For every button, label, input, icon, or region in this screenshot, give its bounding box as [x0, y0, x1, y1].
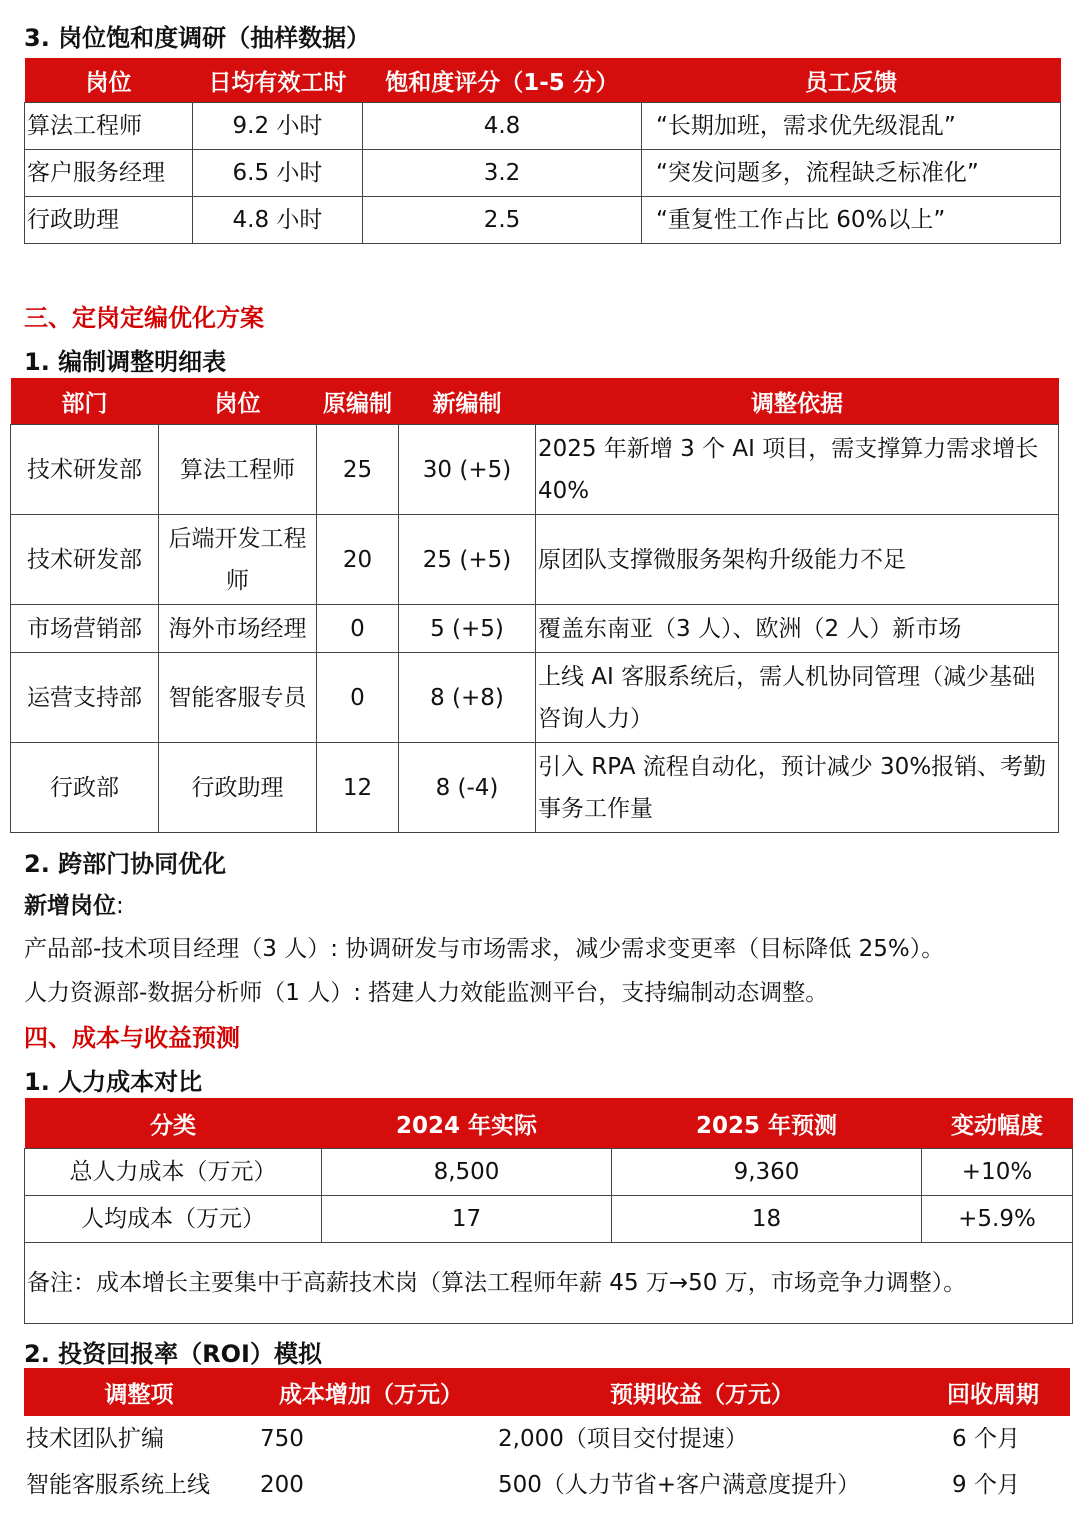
col-header: 2025 年预测	[612, 1098, 922, 1149]
cell-2024: 17	[322, 1196, 612, 1243]
col-header: 分类	[25, 1098, 322, 1149]
col-header: 调整项	[24, 1368, 254, 1416]
cell-2025: 18	[612, 1196, 922, 1243]
cell-new: 25 (+5)	[399, 515, 536, 605]
new-positions-line	[24, 887, 124, 920]
col-header: 预期收益（万元）	[488, 1368, 916, 1416]
table-row	[11, 743, 1059, 833]
chapter-heading-optimization: 三、定岗定编优化方案	[24, 304, 264, 332]
cell-department: 市场营销部	[11, 605, 159, 653]
cell-original: 20	[317, 515, 399, 605]
cell-new: 30 (+5)	[399, 425, 536, 515]
subsection-heading-collaboration: 2. 跨部门协同优化	[24, 850, 227, 878]
cell-item: 智能客服系统上线	[26, 1472, 210, 1498]
cell-basis: 原团队支撑微服务架构升级能力不足	[536, 515, 1059, 605]
cell-benefit: 500（人力节省+客户满意度提升）	[498, 1472, 861, 1498]
col-header: 员工反馈	[642, 58, 1061, 103]
cell-position: 客户服务经理	[25, 150, 193, 197]
saturation-table	[24, 58, 1061, 244]
col-header: 饱和度评分（1-5 分）	[363, 58, 642, 103]
table-row	[11, 605, 1059, 653]
cell-position: 算法工程师	[159, 425, 317, 515]
table-row	[11, 515, 1059, 605]
col-header: 2024 年实际	[322, 1098, 612, 1149]
col-header: 调整依据	[536, 378, 1059, 425]
col-header: 部门	[11, 378, 159, 425]
section-heading-saturation: 3. 岗位饱和度调研（抽样数据）	[24, 24, 371, 52]
new-positions-label: 新增岗位	[24, 893, 116, 919]
cell-position: 行政助理	[25, 197, 193, 244]
cell-new: 8 (-4)	[399, 743, 536, 833]
col-header: 岗位	[25, 58, 193, 103]
cell-score: 2.5	[363, 197, 642, 244]
table-row	[24, 1416, 1070, 1462]
cell-basis: 引入 RPA 流程自动化，预计减少 30%报销、考勤事务工作量	[536, 743, 1059, 833]
cell-department: 技术研发部	[11, 515, 159, 605]
cell-original: 12	[317, 743, 399, 833]
cell-new: 5 (+5)	[399, 605, 536, 653]
cell-payback: 9 个月	[952, 1472, 1020, 1498]
cell-cost: 750	[260, 1426, 304, 1452]
cell-basis: 上线 AI 客服系统后，需人机协同管理（减少基础咨询人力）	[536, 653, 1059, 743]
cell-department: 运营支持部	[11, 653, 159, 743]
cell-2025: 9,360	[612, 1149, 922, 1196]
cell-score: 4.8	[363, 103, 642, 150]
cell-change: +10%	[922, 1149, 1073, 1196]
cost-note: 备注：成本增长主要集中于高薪技术岗（算法工程师年薪 45 万→50 万，市场竞争力调整）。	[25, 1243, 1073, 1324]
cell-position: 智能客服专员	[159, 653, 317, 743]
subsection-heading-roi: 2. 投资回报率（ROI）模拟	[24, 1340, 322, 1368]
cell-new: 8 (+8)	[399, 653, 536, 743]
table-row	[25, 150, 1061, 197]
cell-basis: 覆盖东南亚（3 人）、欧洲（2 人）新市场	[536, 605, 1059, 653]
new-positions-colon: :	[116, 893, 124, 919]
col-header: 成本增加（万元）	[254, 1368, 488, 1416]
cell-original: 25	[317, 425, 399, 515]
cell-category: 总人力成本（万元）	[25, 1149, 322, 1196]
cell-2024: 8,500	[322, 1149, 612, 1196]
new-position-item: 产品部-技术项目经理（3 人）: 协调研发与市场需求，减少需求变更率（目标降低 25%）。	[24, 936, 945, 962]
col-header: 日均有效工时	[193, 58, 363, 103]
table-row	[24, 1462, 1070, 1508]
cell-item: 技术团队扩编	[26, 1426, 164, 1452]
table-row	[25, 1196, 1073, 1243]
col-header: 原编制	[317, 378, 399, 425]
cell-original: 0	[317, 605, 399, 653]
cell-position: 行政助理	[159, 743, 317, 833]
cell-payback: 6 个月	[952, 1426, 1020, 1452]
cost-table	[24, 1098, 1073, 1324]
table-row	[25, 1149, 1073, 1196]
col-header: 新编制	[399, 378, 536, 425]
cell-hours: 4.8 小时	[193, 197, 363, 244]
col-header: 回收周期	[916, 1368, 1070, 1416]
table-row	[11, 653, 1059, 743]
cell-feedback: “突发问题多，流程缺乏标准化”	[642, 150, 1061, 197]
cell-score: 3.2	[363, 150, 642, 197]
cell-feedback: “重复性工作占比 60%以上”	[642, 197, 1061, 244]
table-row	[11, 425, 1059, 515]
table-header-row	[11, 378, 1059, 425]
cell-feedback: “长期加班，需求优先级混乱”	[642, 103, 1061, 150]
cell-change: +5.9%	[922, 1196, 1073, 1243]
cell-original: 0	[317, 653, 399, 743]
col-header: 变动幅度	[922, 1098, 1073, 1149]
table-header-row	[24, 1368, 1070, 1416]
cell-position: 算法工程师	[25, 103, 193, 150]
cell-department: 技术研发部	[11, 425, 159, 515]
table-header-row	[25, 58, 1061, 103]
cell-basis: 2025 年新增 3 个 AI 项目，需支撑算力需求增长 40%	[536, 425, 1059, 515]
roi-table	[24, 1368, 1070, 1508]
subsection-heading-staffing: 1. 编制调整明细表	[24, 348, 227, 376]
cell-position: 海外市场经理	[159, 605, 317, 653]
cell-hours: 6.5 小时	[193, 150, 363, 197]
table-row-note	[25, 1243, 1073, 1324]
cell-hours: 9.2 小时	[193, 103, 363, 150]
col-header: 岗位	[159, 378, 317, 425]
cell-category: 人均成本（万元）	[25, 1196, 322, 1243]
table-row	[25, 197, 1061, 244]
staffing-table	[10, 378, 1059, 833]
subsection-heading-cost-comparison: 1. 人力成本对比	[24, 1068, 203, 1096]
cell-cost: 200	[260, 1472, 304, 1498]
cell-department: 行政部	[11, 743, 159, 833]
cell-position: 后端开发工程师	[159, 515, 317, 605]
new-position-item: 人力资源部-数据分析师（1 人）: 搭建人力效能监测平台，支持编制动态调整。	[24, 980, 829, 1006]
cell-benefit: 2,000（项目交付提速）	[498, 1426, 748, 1452]
table-row	[25, 103, 1061, 150]
table-header-row	[25, 1098, 1073, 1149]
chapter-heading-cost: 四、成本与收益预测	[24, 1024, 240, 1052]
